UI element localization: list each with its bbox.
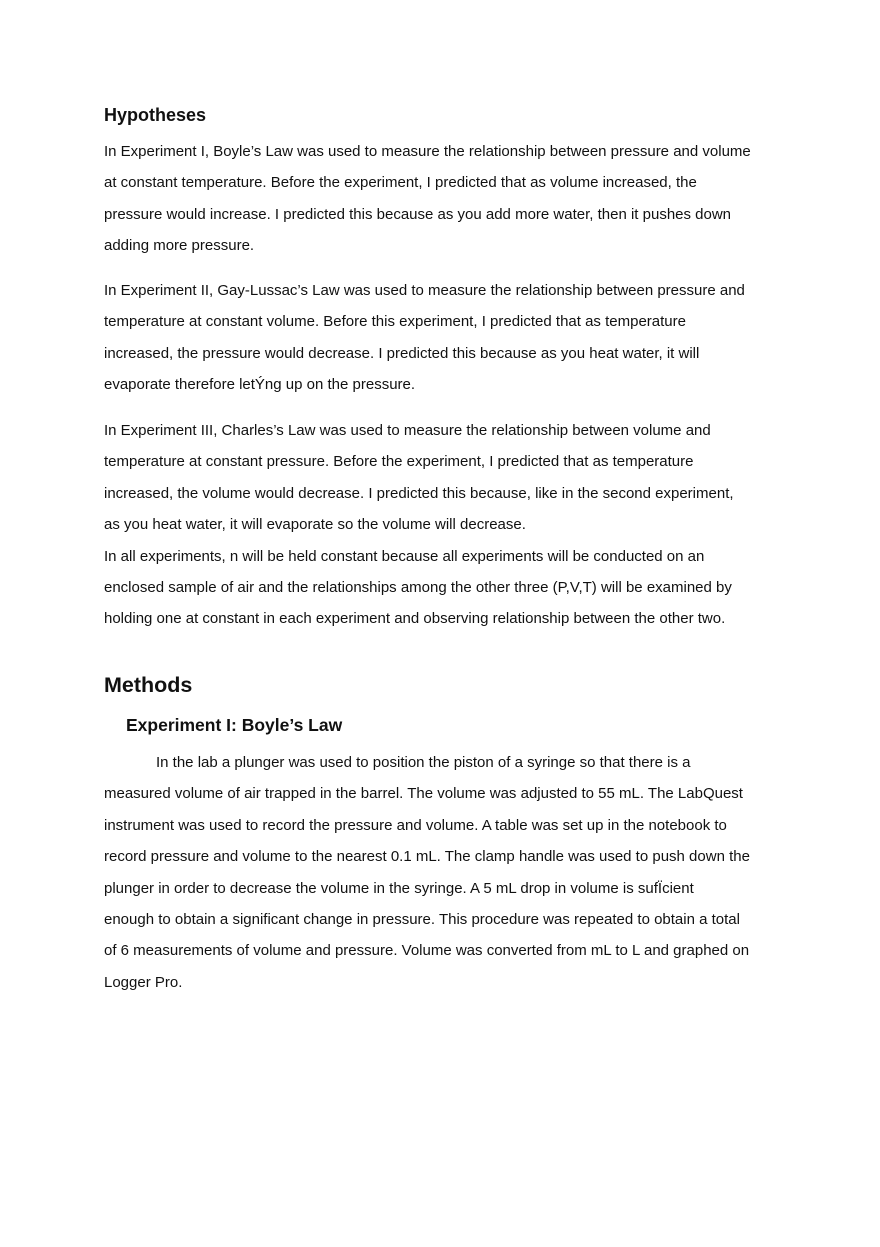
text-line: In Experiment III, Charles’s Law was used to measure the relationship between volume and	[104, 422, 711, 439]
text-line: instrument was used to record the pressure and volume. A table was set up in the notebook to	[104, 816, 727, 834]
text-line: In Experiment I, Boyle’s Law was used to measure the relationship between pressure and volume	[104, 143, 751, 160]
text-line: adding more pressure.	[104, 237, 255, 255]
text-line: evaporate therefore letÝng up on the pressure.	[104, 376, 416, 394]
text-line: In Experiment II, Gay-Lussac’s Law was used to measure the relationship between pressure and	[104, 282, 745, 299]
text-line: measured volume of air trapped in the barrel. The volume was adjusted to 55 mL. The LabQuest	[104, 785, 743, 803]
methods-heading: Methods	[104, 673, 193, 697]
hypothesis-paragraph-2	[104, 275, 745, 401]
text-line: pressure would increase. I predicted this because as you add more water, then it pushes down	[104, 205, 732, 223]
text-line: temperature at constant volume. Before this experiment, I predicted that as temperature	[104, 313, 686, 331]
hypotheses-heading: Hypotheses	[104, 105, 207, 125]
experiment-1-paragraph	[104, 747, 750, 998]
experiment-1-heading: Experiment I: Boyle’s Law	[126, 715, 343, 735]
text-line: holding one at constant in each experiment and observing relationship between the other two.	[104, 610, 726, 628]
text-line: record pressure and volume to the nearest 0.1 mL. The clamp handle was used to push down the	[104, 848, 750, 866]
text-line: of 6 measurements of volume and pressure. Volume was converted from mL to L and graphed on	[104, 942, 750, 960]
text-line: Logger Pro.	[104, 973, 183, 991]
text-line: In the lab a plunger was used to position the piston of a syringe so that there is a	[156, 754, 691, 771]
text-line: plunger in order to decrease the volume in the syringe. A 5 mL drop in volume is sufÏcient	[104, 879, 694, 897]
text-line: increased, the volume would decrease. I predicted this because, like in the second experiment,	[104, 484, 734, 502]
text-line: at constant temperature. Before the experiment, I predicted that as volume increased, the	[104, 174, 697, 192]
text-line: as you heat water, it will evaporate so the volume will decrease.	[104, 516, 526, 534]
text-line: increased, the pressure would decrease. I predicted this because as you heat water, it will	[104, 344, 700, 362]
text-line: enough to obtain a significant change in pressure. This procedure was repeated to obtain a total	[104, 911, 740, 929]
hypothesis-paragraph-3	[104, 415, 734, 635]
text-line: enclosed sample of air and the relationships among the other three (P,V,T) will be examined by	[104, 579, 732, 597]
hypothesis-paragraph-1	[104, 136, 751, 262]
text-line: In all experiments, n will be held constant because all experiments will be conducted on an	[104, 547, 705, 565]
text-line: temperature at constant pressure. Before the experiment, I predicted that as temperature	[104, 453, 694, 471]
